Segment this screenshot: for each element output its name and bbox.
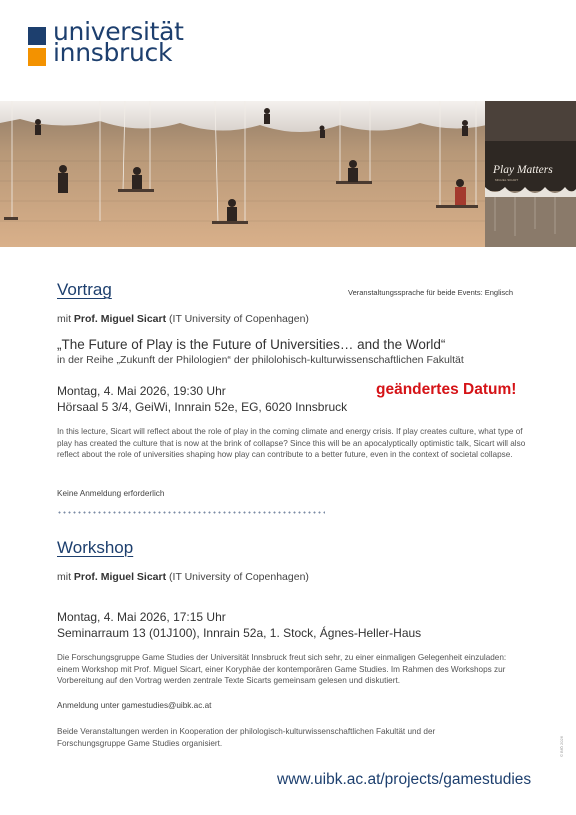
lecture-date: Montag, 4. Mai 2026, 19:30 Uhr: [57, 384, 226, 398]
book-cover-play-matters: [485, 101, 576, 247]
workshop-speaker-name: Prof. Miguel Sicart: [73, 571, 167, 583]
logo-square-orange: [28, 48, 46, 66]
section-divider: [57, 511, 325, 514]
logo-line-2: innsbruck: [53, 38, 173, 67]
logo-square-blue: [28, 27, 46, 45]
lecture-description: In this lecture, Sicart will reflect about the role of play in the coming climate and energy crisis. If play creates culture, what type of play has created the culture that is now at the brink of collapse? Since this will be an apocalyptically optimistic talk, Sicart will also reflect about the role of universities shaping how play can contribute to a better future, even in the context of societal collapse.: [57, 427, 526, 460]
book-cover-art: [485, 101, 576, 247]
lecture-location: Hörsaal 5 3/4, GeiWi, Innrain 52e, EG, 6020 Innsbruck: [57, 400, 348, 414]
workshop-date: Montag, 4. Mai 2026, 17:15 Uhr: [57, 610, 226, 624]
lecture-registration: Keine Anmeldung erforderlich: [57, 489, 165, 498]
lecture-heading: Vortrag: [57, 280, 112, 299]
cooperation-note: Beide Veranstaltungen werden in Kooperation der philologisch-kulturwissenschaftlichen Fakultät und der Forschungsgruppe Game Studies organisiert.: [57, 727, 436, 748]
lecture-title: „The Future of Play is the Future of Universities… and the World“: [57, 337, 446, 352]
workshop-heading: Workshop: [57, 538, 134, 557]
book-title: Play Matters: [493, 164, 553, 176]
copyright-note: © BfÖ 2026: [559, 736, 564, 757]
language-note: Veranstaltungssprache für beide Events: Englisch: [348, 288, 514, 297]
university-logo-text[interactable]: [53, 17, 184, 67]
workshop-description: Die Forschungsgruppe Game Studies der Universität Innsbruck freut sich sehr, zu einer einmaligen Gelegenheit einzuladen: einem Workshop mit Prof. Miguel Sicart, einer Koryphäe der kontemporären Game Studies. Im Rahmen des Workshops zur Vorbereitung auf den Vortrag werden zentrale Texte Sicarts gemeinsam gelesen und diskutiert.: [57, 653, 507, 686]
workshop-speaker-affiliation: (IT University of Copenhagen): [166, 571, 309, 583]
date-changed-notice: geändertes Datum!: [376, 381, 517, 398]
workshop-location: Seminarraum 13 (01J100), Innrain 52a, 1. Stock, Ágnes-Heller-Haus: [57, 626, 422, 640]
workshop-speaker-prefix: mit: [57, 571, 74, 583]
lecture-speaker-affiliation: (IT University of Copenhagen): [166, 313, 309, 325]
workshop-speaker: [57, 571, 309, 583]
website-link[interactable]: www.uibk.ac.at/projects/gamestudies: [277, 771, 532, 788]
logo-line-1: universität: [53, 17, 184, 46]
lecture-speaker: [57, 313, 309, 325]
book-author: MIGUEL SICART: [495, 178, 519, 182]
lecture-speaker-prefix: mit: [57, 313, 74, 325]
lecture-series: in der Reihe „Zukunft der Philologien“ der philolohisch-kulturwissenschaftlichen Fakultät: [57, 354, 464, 366]
workshop-registration[interactable]: Anmeldung unter gamestudies@uibk.ac.at: [57, 701, 212, 710]
lecture-speaker-name: Prof. Miguel Sicart: [73, 313, 167, 325]
